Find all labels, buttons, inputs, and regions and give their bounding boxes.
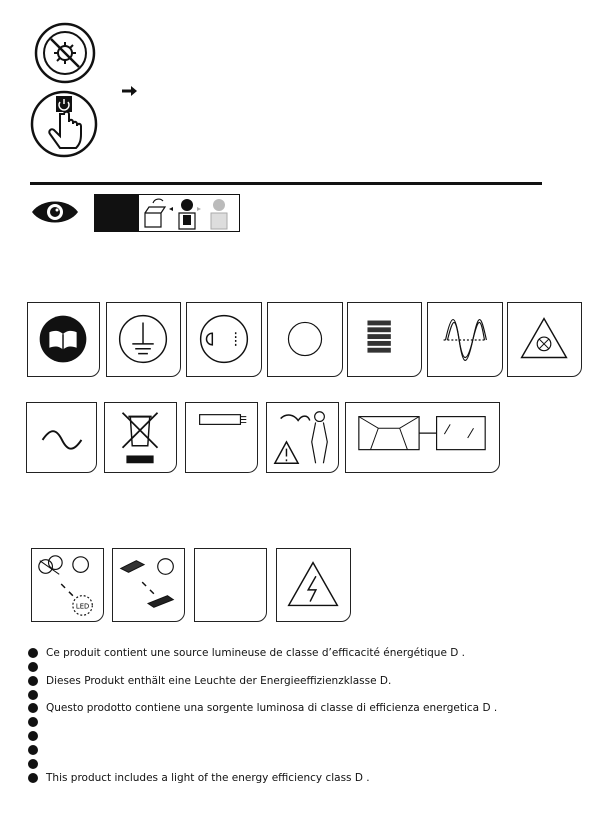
earth-ground-symbol <box>106 302 181 377</box>
bullet <box>28 745 38 755</box>
driver-replace-symbol <box>112 548 185 622</box>
bullet <box>28 648 38 658</box>
bullet <box>28 703 38 713</box>
read-manual-symbol <box>27 302 100 377</box>
electric-shock-warning-symbol <box>266 402 339 473</box>
bullet <box>28 662 38 672</box>
waveform-symbol <box>427 302 503 377</box>
weee-bin-symbol <box>104 402 177 473</box>
warning-triangle-symbol <box>507 302 582 377</box>
blank-symbol <box>194 548 267 622</box>
black-block <box>95 195 139 231</box>
bullet <box>28 717 38 727</box>
notice-en: This product includes a light of the energy efficiency class D . <box>46 772 370 784</box>
no-tools-icon <box>34 22 96 84</box>
energy-bars-symbol <box>347 302 422 377</box>
bullet <box>28 690 38 700</box>
lamp-diagram-symbol <box>186 302 262 377</box>
circle-symbol <box>267 302 343 377</box>
bullet <box>28 759 38 769</box>
bullet <box>28 773 38 783</box>
bullet <box>28 676 38 686</box>
notice-it: Questo prodotto contiene una sorgente luminosa di classe di efficienza energetica D . <box>46 702 498 714</box>
cable-symbol <box>185 402 258 473</box>
power-button-icon <box>26 88 102 160</box>
bullet <box>28 731 38 741</box>
notice-de: Dieses Produkt enthält eine Leuchte der Energieeffizienzklasse D. <box>46 675 392 687</box>
section-divider <box>30 182 542 185</box>
notice-fr: Ce produit contient une source lumineuse de classe d’efficacité énergétique D . <box>46 647 466 659</box>
installer-strip <box>94 194 240 232</box>
eye-icon <box>30 198 80 226</box>
right-arrow-icon <box>122 82 138 94</box>
unpack-figures-icon <box>139 195 239 231</box>
led-label: LED <box>75 602 90 611</box>
broken-glass-symbol <box>345 402 500 473</box>
led-replace-symbol <box>31 548 104 622</box>
alternating-current-symbol <box>26 402 97 473</box>
high-voltage-symbol <box>276 548 351 622</box>
